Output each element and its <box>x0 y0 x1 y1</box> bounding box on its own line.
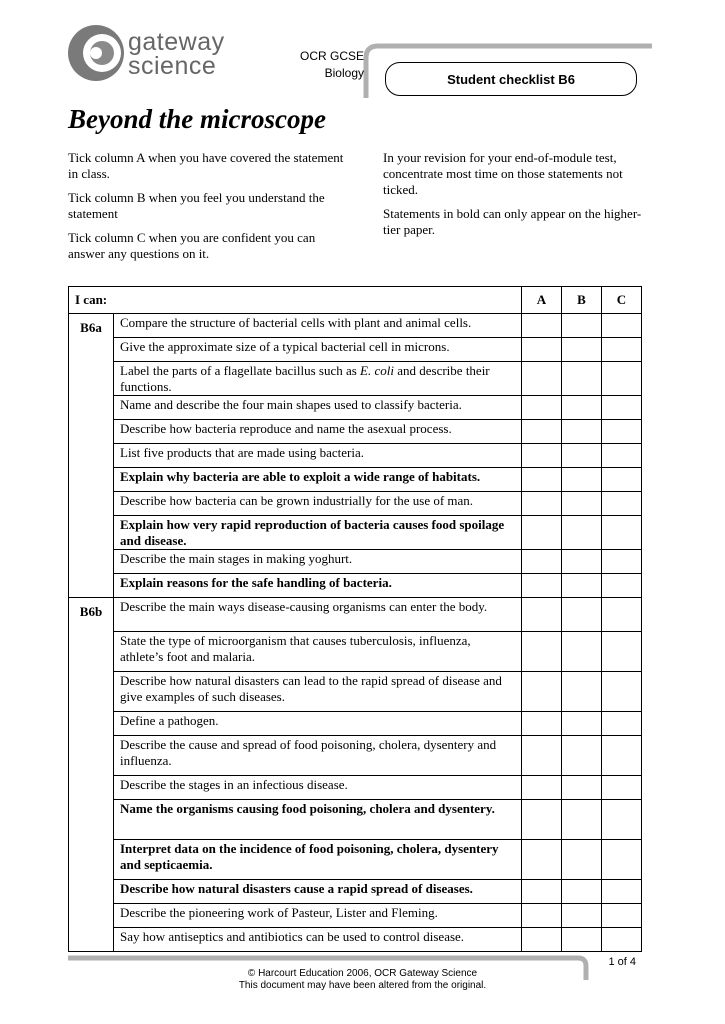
tick-box-a[interactable] <box>522 420 562 444</box>
tick-box-b[interactable] <box>562 736 602 776</box>
statement-text: Explain why bacteria are able to exploit a wide range of habitats. <box>114 468 522 492</box>
tick-box-c[interactable] <box>602 338 642 362</box>
tick-box-b[interactable] <box>562 396 602 420</box>
table-row <box>69 736 642 776</box>
table-row <box>69 904 642 928</box>
page-number: 1 of 4 <box>608 956 636 968</box>
column-header-a: A <box>522 287 562 314</box>
table-row <box>69 672 642 712</box>
statement-text: Define a pathogen. <box>114 712 522 736</box>
table-row <box>69 492 642 516</box>
tick-box-c[interactable] <box>602 468 642 492</box>
tick-box-c[interactable] <box>602 516 642 550</box>
checklist-label-box <box>385 62 637 96</box>
logo-text-gateway: gateway <box>128 28 225 56</box>
tick-box-c[interactable] <box>602 672 642 712</box>
statement-text: Say how antiseptics and antibiotics can be used to control disease. <box>114 928 522 952</box>
column-header-c: C <box>602 287 642 314</box>
logo-text-science: science <box>128 52 217 80</box>
statement-text: Label the parts of a flagellate bacillus such as E. coli and describe their functions. <box>114 362 522 396</box>
table-header-row <box>69 287 642 314</box>
tick-box-a[interactable] <box>522 516 562 550</box>
table-row <box>69 632 642 672</box>
table-row <box>69 444 642 468</box>
tick-box-a[interactable] <box>522 574 562 598</box>
tick-box-c[interactable] <box>602 712 642 736</box>
table-row <box>69 338 642 362</box>
tick-box-c[interactable] <box>602 492 642 516</box>
instructions-left <box>68 150 348 270</box>
table-row <box>69 776 642 800</box>
exam-board: OCR GCSE <box>299 49 364 63</box>
tick-box-a[interactable] <box>522 550 562 574</box>
copyright-notice: © Harcourt Education 2006, OCR Gateway Science <box>247 968 478 979</box>
tick-box-b[interactable] <box>562 338 602 362</box>
tick-box-b[interactable] <box>562 672 602 712</box>
statement-text: Give the approximate size of a typical bacterial cell in microns. <box>114 338 522 362</box>
tick-box-a[interactable] <box>522 800 562 840</box>
tick-box-b[interactable] <box>562 420 602 444</box>
tick-box-a[interactable] <box>522 736 562 776</box>
tick-box-a[interactable] <box>522 598 562 632</box>
section-code: B6a <box>69 314 114 598</box>
tick-box-a[interactable] <box>522 776 562 800</box>
tick-box-c[interactable] <box>602 880 642 904</box>
tick-box-b[interactable] <box>562 444 602 468</box>
tick-box-a[interactable] <box>522 362 562 396</box>
tick-box-b[interactable] <box>562 314 602 338</box>
statement-text: Describe the main stages in making yoghurt. <box>114 550 522 574</box>
table-row <box>69 800 642 840</box>
tick-box-b[interactable] <box>562 880 602 904</box>
instruction-column-b: Tick column B when you feel you understand the statement <box>68 190 325 221</box>
tick-box-b[interactable] <box>562 550 602 574</box>
statement-text: State the type of microorganism that causes tuberculosis, influenza, athlete’s foot and malaria. <box>114 632 522 672</box>
statement-text: Describe how natural disasters cause a rapid spread of diseases. <box>114 880 522 904</box>
tick-box-b[interactable] <box>562 632 602 672</box>
table-row <box>69 574 642 598</box>
statement-text: Describe the pioneering work of Pasteur, Lister and Fleming. <box>114 904 522 928</box>
tick-box-c[interactable] <box>602 420 642 444</box>
table-row <box>69 712 642 736</box>
table-row <box>69 516 642 550</box>
revision-note: In your revision for your end-of-module test, concentrate most time on those statements not ticked. <box>383 150 623 197</box>
tick-box-b[interactable] <box>562 598 602 632</box>
tick-box-a[interactable] <box>522 904 562 928</box>
bold-statements-note: Statements in bold can only appear on the higher-tier paper. <box>383 206 642 237</box>
statement-text: Describe the stages in an infectious disease. <box>114 776 522 800</box>
tick-box-b[interactable] <box>562 904 602 928</box>
tick-box-a[interactable] <box>522 338 562 362</box>
statement-text: Name the organisms causing food poisoning, cholera and dysentery. <box>114 800 522 840</box>
tick-box-b[interactable] <box>562 800 602 840</box>
checklist-label: Student checklist B6 <box>447 71 575 87</box>
statement-text: Describe how bacteria reproduce and name the asexual process. <box>114 420 522 444</box>
tick-box-a[interactable] <box>522 396 562 420</box>
table-row <box>69 396 642 420</box>
tick-box-a[interactable] <box>522 672 562 712</box>
tick-box-b[interactable] <box>562 776 602 800</box>
tick-box-a[interactable] <box>522 880 562 904</box>
statement-text: Name and describe the four main shapes used to classify bacteria. <box>114 396 522 420</box>
tick-box-c[interactable] <box>602 314 642 338</box>
table-row <box>69 362 642 396</box>
tick-box-b[interactable] <box>562 492 602 516</box>
statement-text: Describe how natural disasters can lead to the rapid spread of disease and give examples of such diseases. <box>114 672 522 712</box>
tick-box-a[interactable] <box>522 840 562 880</box>
tick-box-c[interactable] <box>602 776 642 800</box>
page-title: Beyond the microscope <box>68 104 326 134</box>
column-header-b: B <box>562 287 602 314</box>
tick-box-b[interactable] <box>562 468 602 492</box>
tick-box-a[interactable] <box>522 712 562 736</box>
tick-box-c[interactable] <box>602 396 642 420</box>
tick-box-b[interactable] <box>562 712 602 736</box>
alteration-notice: This document may have been altered from the original. <box>238 980 487 991</box>
statement-text: Compare the structure of bacterial cells with plant and animal cells. <box>114 314 522 338</box>
instruction-column-a: Tick column A when you have covered the statement in class. <box>68 150 344 181</box>
tick-box-a[interactable] <box>522 314 562 338</box>
student-checklist-table <box>68 286 642 952</box>
tick-box-c[interactable] <box>602 800 642 840</box>
tick-box-c[interactable] <box>602 736 642 776</box>
tick-box-a[interactable] <box>522 492 562 516</box>
tick-box-c[interactable] <box>602 840 642 880</box>
header-i-can: I can: <box>69 287 522 314</box>
statement-text: Describe the main ways disease-causing organisms can enter the body. <box>114 598 522 632</box>
table-row <box>69 420 642 444</box>
statement-text: Explain reasons for the safe handling of bacteria. <box>114 574 522 598</box>
tick-box-c[interactable] <box>602 632 642 672</box>
table-row <box>69 598 642 632</box>
subject-label: Biology <box>324 66 364 80</box>
tick-box-b[interactable] <box>562 574 602 598</box>
statement-text: Describe how bacteria can be grown industrially for the use of man. <box>114 492 522 516</box>
tick-box-b[interactable] <box>562 840 602 880</box>
table-row <box>69 550 642 574</box>
tick-box-a[interactable] <box>522 444 562 468</box>
tick-box-a[interactable] <box>522 468 562 492</box>
section-code: B6b <box>69 598 114 952</box>
table-row <box>69 880 642 904</box>
instruction-column-c: Tick column C when you are confident you can answer any questions on it. <box>68 230 316 261</box>
tick-box-c[interactable] <box>602 904 642 928</box>
statement-text: Interpret data on the incidence of food poisoning, cholera, dysentery and septicaemia. <box>114 840 522 880</box>
statement-text: Explain how very rapid reproduction of bacteria causes food spoilage and disease. <box>114 516 522 550</box>
tick-box-c[interactable] <box>602 362 642 396</box>
instructions-right <box>383 150 653 246</box>
table-row <box>69 314 642 338</box>
tick-box-b[interactable] <box>562 516 602 550</box>
tick-box-c[interactable] <box>602 598 642 632</box>
statement-text: List five products that are made using bacteria. <box>114 444 522 468</box>
table-row <box>69 840 642 880</box>
tick-box-c[interactable] <box>602 574 642 598</box>
table-row <box>69 468 642 492</box>
statement-text: Describe the cause and spread of food poisoning, cholera, dysentery and influenza. <box>114 736 522 776</box>
tick-box-c[interactable] <box>602 444 642 468</box>
tick-box-c[interactable] <box>602 550 642 574</box>
tick-box-a[interactable] <box>522 632 562 672</box>
tick-box-b[interactable] <box>562 362 602 396</box>
